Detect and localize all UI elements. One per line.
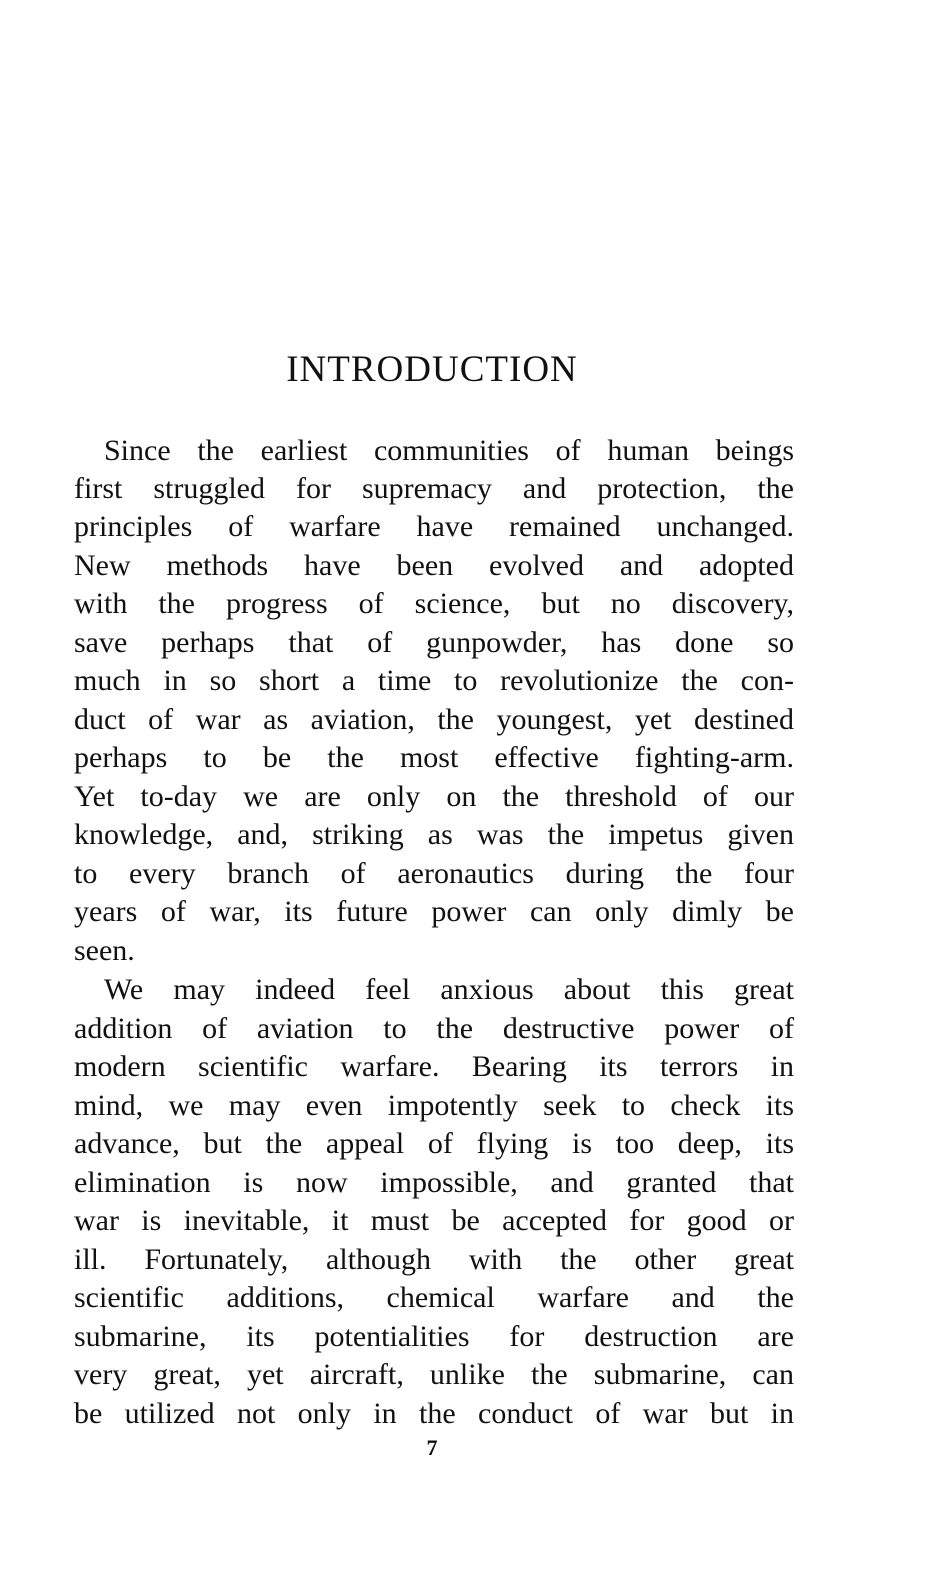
text-line: modern scientific warfare. Bearing its terrors in [74,1050,794,1083]
text-line: years of war, its future power can only dimly be [74,895,794,928]
page-number: 7 [426,1435,438,1460]
text-line: Since the earliest communities of human beings [104,434,794,467]
text-line: advance, but the appeal of flying is too deep, its [74,1127,794,1160]
text-line: very great, yet aircraft, unlike the submarine, can [74,1358,794,1391]
text-line: knowledge, and, striking as was the impetus given [74,818,794,851]
text-line: principles of warfare have remained unchanged. [74,510,794,543]
text-line: ill. Fortunately, although with the other great [74,1243,794,1276]
text-line: Yet to-day we are only on the threshold of our [74,780,794,813]
text-line: submarine, its potentialities for destruction are [74,1320,794,1353]
text-line: We may indeed feel anxious about this great [104,973,794,1006]
text-line: New methods have been evolved and adopted [74,549,794,582]
text-line: seen. [74,934,135,967]
text-line: perhaps to be the most effective fighting-arm. [74,741,794,774]
text-line: mind, we may even impotently seek to check its [74,1089,794,1122]
text-line: first struggled for supremacy and protection, the [74,472,794,505]
text-line: scientific additions, chemical warfare and the [74,1281,794,1314]
text-line: addition of aviation to the destructive power of [74,1012,794,1045]
chapter-title: INTRODUCTION [286,349,578,390]
text-line: war is inevitable, it must be accepted for good or [74,1204,794,1237]
text-line: elimination is now impossible, and granted that [74,1166,794,1199]
text-line: with the progress of science, but no discovery, [74,587,794,620]
text-line: be utilized not only in the conduct of war but in [74,1397,794,1430]
text-line: to every branch of aeronautics during the four [74,857,794,890]
text-line: duct of war as aviation, the youngest, yet destined [74,703,794,736]
text-line: save perhaps that of gunpowder, has done so [74,626,794,659]
text-line: much in so short a time to revolutionize the con- [74,664,794,697]
